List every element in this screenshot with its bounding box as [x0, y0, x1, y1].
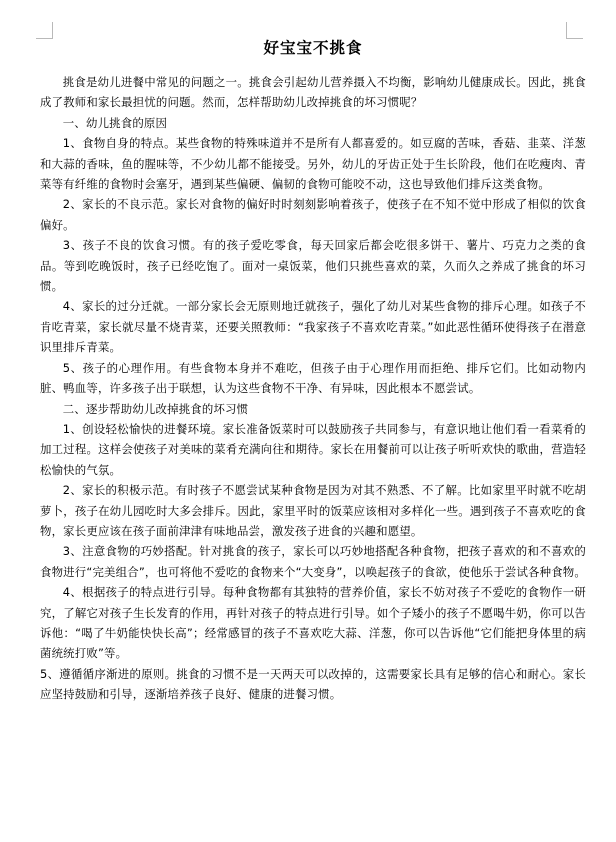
solution-item-1: 1、创设轻松愉快的进餐环境。家长准备饭菜时可以鼓励孩子共同参与，有意识地让他们看一看菜肴的加工过程。这样会使孩子对美味的菜肴充满向往和期待。家长在用餐前可以让孩子听听欢快的歌曲，营造轻松愉快的气氛。: [40, 421, 586, 477]
document-page: [40, 30, 586, 705]
cause-item-5: 5、孩子的心理作用。有些食物本身并不难吃，但孩子由于心理作用而拒绝、排斥它们。比如动物内脏、鸭血等，许多孩子出于联想，认为这些食物不干净、有异味，因此根本不愿尝试。: [40, 360, 586, 396]
solution-item-5: 5、遵循循序渐进的原则。挑食的习惯不是一天两天可以改掉的，这需要家长具有足够的信心和耐心。家长应坚持鼓励和引导，逐渐培养孩子良好、健康的进餐习惯。: [40, 666, 586, 702]
solution-item-4: 4、根据孩子的特点进行引导。每种食物都有其独特的营养价值，家长不妨对孩子不爱吃的食物作一研究，了解它对孩子生长发育的作用，再针对孩子的特点进行引导。如个子矮小的孩子不愿喝牛奶，你可以告诉他：“喝了牛奶能快快长高”；经常感冒的孩子不喜欢吃大蒜、洋葱，你可以告诉他“它们能把身体里的病菌统统打败”等。: [40, 585, 586, 661]
section-heading-solutions: 二、逐步帮助幼儿改掉挑食的坏习惯: [62, 401, 249, 416]
intro-paragraph: 挑食是幼儿进餐中常见的问题之一。挑食会引起幼儿营养摄入不均衡，影响幼儿健康成长。因此，挑食成了教师和家长最担忧的问题。然而，怎样帮助幼儿改掉挑食的坏习惯呢？: [40, 75, 586, 110]
solution-item-3: 3、注意食物的巧妙搭配。针对挑食的孩子，家长可以巧妙地搭配各种食物，把孩子喜欢的和不喜欢的食物进行“完美组合”，也可将他不爱吃的食物来个“大变身”，以唤起孩子的食欲，使他乐于尝试各种食物。: [40, 544, 586, 579]
solution-item-2: 2、家长的积极示范。有时孩子不愿尝试某种食物是因为对其不熟悉、不了解。比如家里平时就不吃胡萝卜，孩子在幼儿园吃时大多会排斥。因此，家里平时的饭菜应该相对多样化一些。遇到孩子不喜欢吃的食物，家长更应该在孩子面前津津有味地品尝，激发孩子进食的兴趣和愿望。: [40, 483, 586, 538]
cause-item-3: 3、孩子不良的饮食习惯。有的孩子爱吃零食，每天回家后都会吃很多饼干、薯片、巧克力之类的食品。等到吃晚饭时，孩子已经吃饱了。面对一桌饭菜，他们只挑些喜欢的菜，久而久之养成了挑食的坏习惯。: [40, 238, 586, 294]
cause-item-4: 4、家长的过分迁就。一部分家长会无原则地迁就孩子，强化了幼儿对某些食物的排斥心理。如孩子不肯吃青菜，家长就尽量不烧青菜，还要关照教师：“我家孩子不喜欢吃青菜。”如此恶性循环使得孩子在潜意识里排斥青菜。: [40, 299, 586, 355]
section-heading-causes: 一、幼儿挑食的原因: [62, 115, 168, 130]
document-title: 好宝宝不挑食: [263, 38, 363, 57]
cause-item-1: 1、食物自身的特点。某些食物的特殊味道并不是所有人都喜爱的。如豆腐的苦味，香菇、韭菜、洋葱和大蒜的香味，鱼的腥味等，不少幼儿都不能接受。另外，幼儿的牙齿正处于生长阶段，他们在吃瘦肉、青菜等有纤维的食物时会塞牙，遇到某些偏硬、偏韧的食物可能咬不动，这也导致他们排斥这类食物。: [40, 136, 586, 192]
cause-item-2: 2、家长的不良示范。家长对食物的偏好时时刻刻影响着孩子，使孩子在不知不觉中形成了相似的饮食偏好。: [40, 197, 586, 232]
